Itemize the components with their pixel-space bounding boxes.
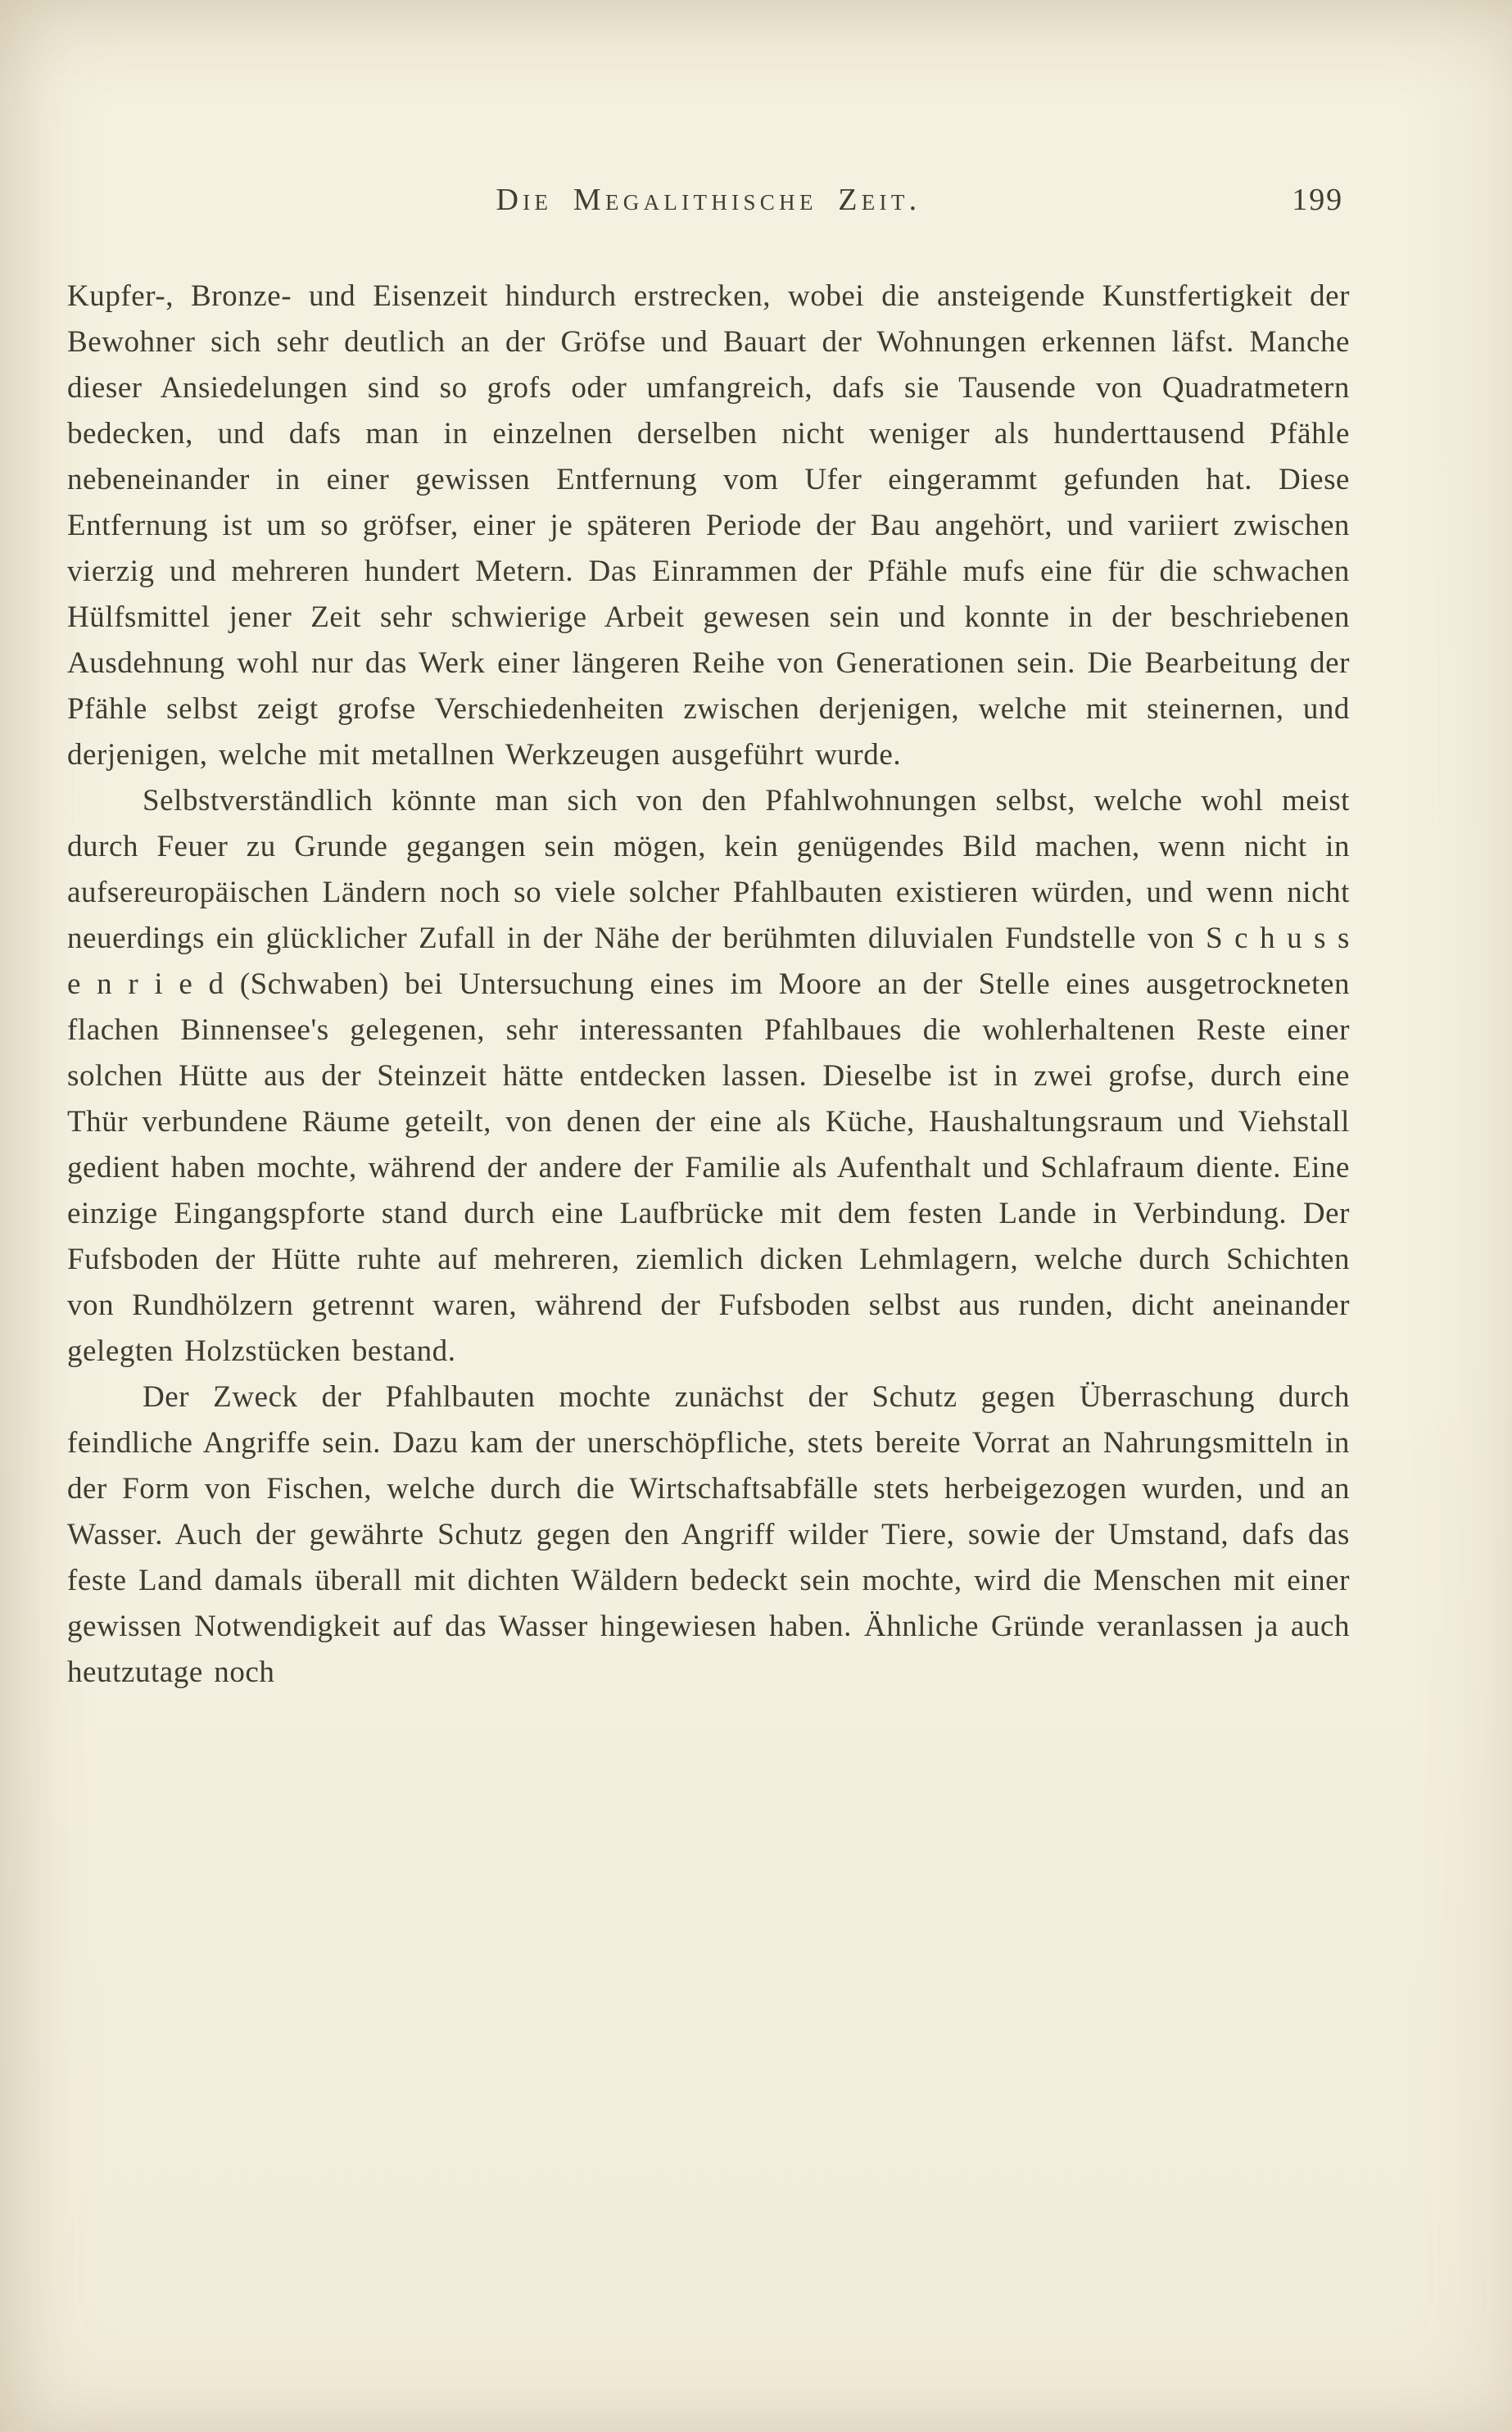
body-text — [67, 274, 1350, 1696]
paragraph: Selbstverständlich könnte man sich von den Pfahlwohnungen selbst, welche wohl meist durch Feuer zu Grunde gegangen sein mögen, kein genügendes Bild machen, wenn nicht in aufsereuropäischen Ländern noch so viele solcher Pfahlbauten existieren würden, und wenn nicht neuerdings ein glücklicher Zufall in der Nähe der berühmten diluvialen Fundstelle von S c h u s s e n r i e d (Schwaben) bei Untersuchung eines im Moore an der Stelle eines ausgetrockneten flachen Binnensee's gelegenen, sehr interessanten Pfahlbaues die wohlerhaltenen Reste einer solchen Hütte aus der Steinzeit hätte entdecken lassen. Dieselbe ist in zwei grofse, durch eine Thür verbundene Räume geteilt, von denen der eine als Küche, Haushaltungsraum und Viehstall gedient haben mochte, während der andere der Familie als Aufenthalt und Schlafraum diente. Eine einzige Eingangspforte stand durch eine Laufbrücke mit dem festen Lande in Verbindung. Der Fufsboden der Hütte ruhte auf mehreren, ziemlich dicken Lehmlagern, welche durch Schichten von Rundhölzern getrennt waren, während der Fufsboden selbst aus runden, dicht aneinander gelegten Holzstücken bestand. — [67, 784, 1350, 1368]
running-header-title: Die Megalithische Zeit. — [496, 183, 921, 217]
paragraph: Kupfer-, Bronze- und Eisenzeit hindurch erstrecken, wobei die ansteigende Kunstfertigkeit der Bewohner sich sehr deutlich an der Gröfse und Bauart der Wohnungen erkennen läfst. Manche dieser Ansiedelungen sind so grofs oder umfangreich, dafs sie Tausende von Quadratmetern bedecken, und dafs man in einzelnen derselben nicht weniger als hunderttausend Pfähle nebeneinander in einer gewissen Entfernung vom Ufer eingerammt gefunden hat. Diese Entfernung ist um so gröfser, einer je späteren Periode der Bau angehört, und variiert zwischen vierzig und mehreren hundert Metern. Das Einrammen der Pfähle mufs eine für die schwachen Hülfsmittel jener Zeit sehr schwierige Arbeit gewesen sein und konnte in der beschriebenen Ausdehnung wohl nur das Werk einer längeren Reihe von Generationen sein. Die Bearbeitung der Pfähle selbst zeigt grofse Verschiedenheiten zwischen derjenigen, welche mit steinernen, und derjenigen, welche mit metallnen Werkzeugen ausgeführt wurde. — [67, 279, 1350, 772]
page-number: 199 — [1292, 183, 1343, 217]
paragraph: Der Zweck der Pfahlbauten mochte zunächst der Schutz gegen Überraschung durch feindliche Angriffe sein. Dazu kam der unerschöpfliche, stets bereite Vorrat an Nahrungsmitteln in der Form von Fischen, welche durch die Wirtschaftsabfälle stets herbeigezogen wurden, und an Wasser. Auch der gewährte Schutz gegen den Angriff wilder Tiere, sowie der Umstand, dafs das feste Land damals überall mit dichten Wäldern bedeckt sein mochte, wird die Menschen mit einer gewissen Notwendigkeit auf das Wasser hingewiesen haben. Ähnliche Gründe veranlassen ja auch heutzutage noch — [67, 1380, 1350, 1689]
running-header — [67, 182, 1350, 231]
